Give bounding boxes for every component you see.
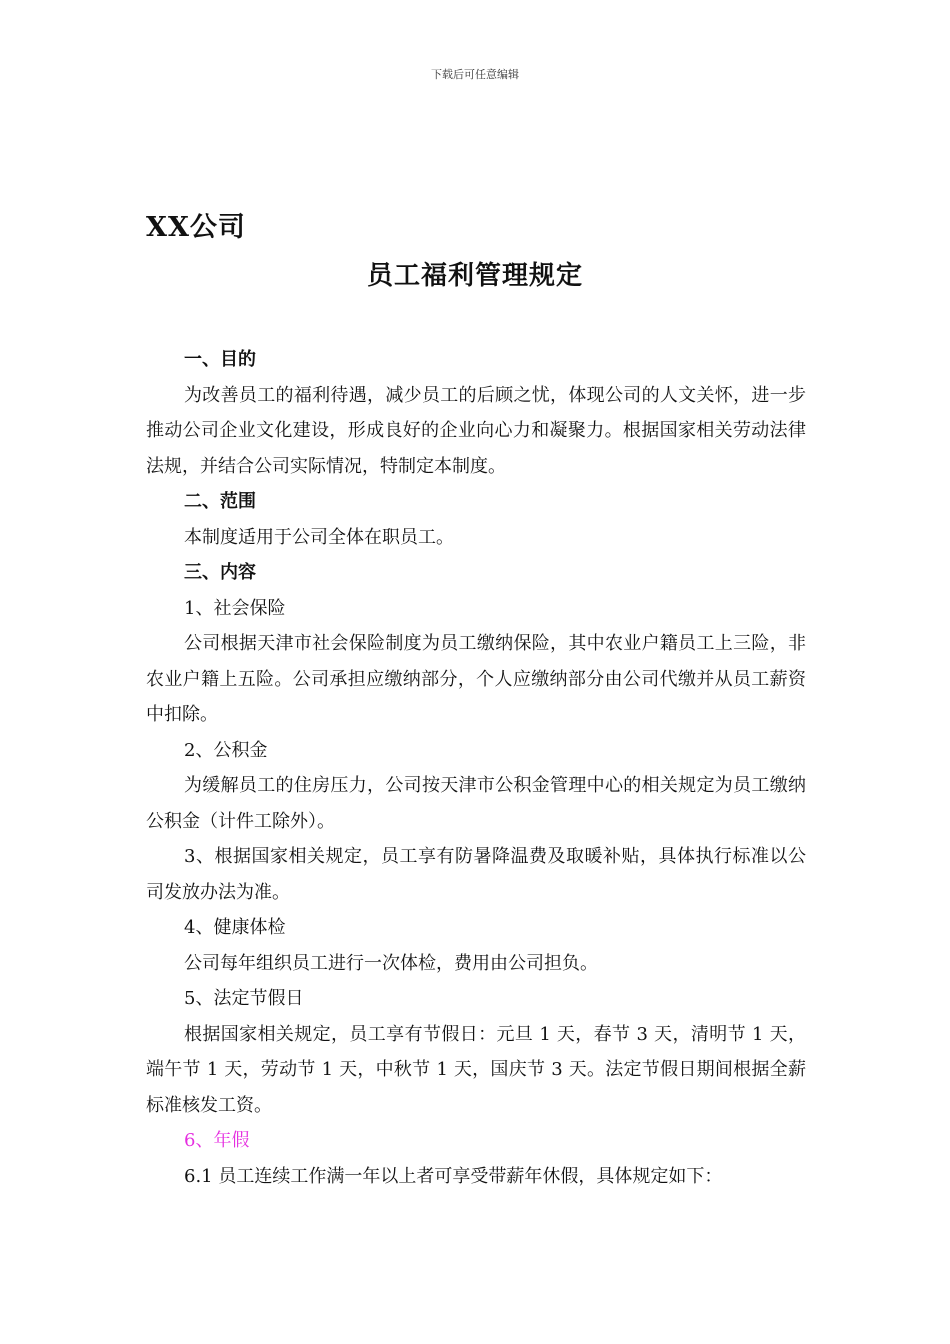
item-title-holidays: 5、法定节假日 <box>184 988 304 1009</box>
holidays-paragraph: 根据国家相关规定，员工享有节假日：元旦 1 天，春节 3 天，清明节 1 天，端午节 1 天，劳动节 1 天，中秋节 1 天，国庆节 3 天。法定节假日期间根据全薪标准核发工资。 <box>146 1023 806 1116</box>
health-check-paragraph: 公司每年组织员工进行一次体检，费用由公司担负。 <box>184 952 598 974</box>
social-insurance-paragraph: 公司根据天津市社会保险制度为员工缴纳保险，其中农业户籍员工上三险，非农业户籍上五险。公司承担应缴纳部分，个人应缴纳部分由公司代缴并从员工薪资中扣除。 <box>146 633 806 725</box>
company-name: XX公司 <box>146 212 246 243</box>
section-heading-content: 三、内容 <box>184 562 256 583</box>
item-title-housing-fund: 2、公积金 <box>184 739 268 761</box>
document-body <box>146 342 806 1194</box>
item-title-annual-leave: 6、年假 <box>184 1130 250 1151</box>
document-title: 员工福利管理规定 <box>366 261 583 291</box>
section-heading-purpose: 一、目的 <box>184 349 256 370</box>
header-note: 下载后可任意编辑 <box>431 68 519 81</box>
purpose-paragraph: 为改善员工的福利待遇，减少员工的后顾之忧，体现公司的人文关怀，进一步推动公司企业文化建设，形成良好的企业向心力和凝聚力。根据国家相关劳动法律法规，并结合公司实际情况，特制定本制度。 <box>146 384 806 477</box>
item-title-health-check: 4、健康体检 <box>184 917 286 938</box>
housing-fund-paragraph: 为缓解员工的住房压力，公司按天津市公积金管理中心的相关规定为员工缴纳公积金（计件工除外）。 <box>146 775 806 832</box>
annual-leave-paragraph: 6.1 员工连续工作满一年以上者可享受带薪年休假，具体规定如下： <box>184 1165 723 1187</box>
scope-paragraph: 本制度适用于公司全体在职员工。 <box>184 526 454 548</box>
section-heading-scope: 二、范围 <box>184 491 256 512</box>
allowance-paragraph: 3、根据国家相关规定，员工享有防暑降温费及取暖补贴，具体执行标准以公司发放办法为准。 <box>146 846 806 903</box>
item-title-social-insurance: 1、社会保险 <box>184 597 286 619</box>
